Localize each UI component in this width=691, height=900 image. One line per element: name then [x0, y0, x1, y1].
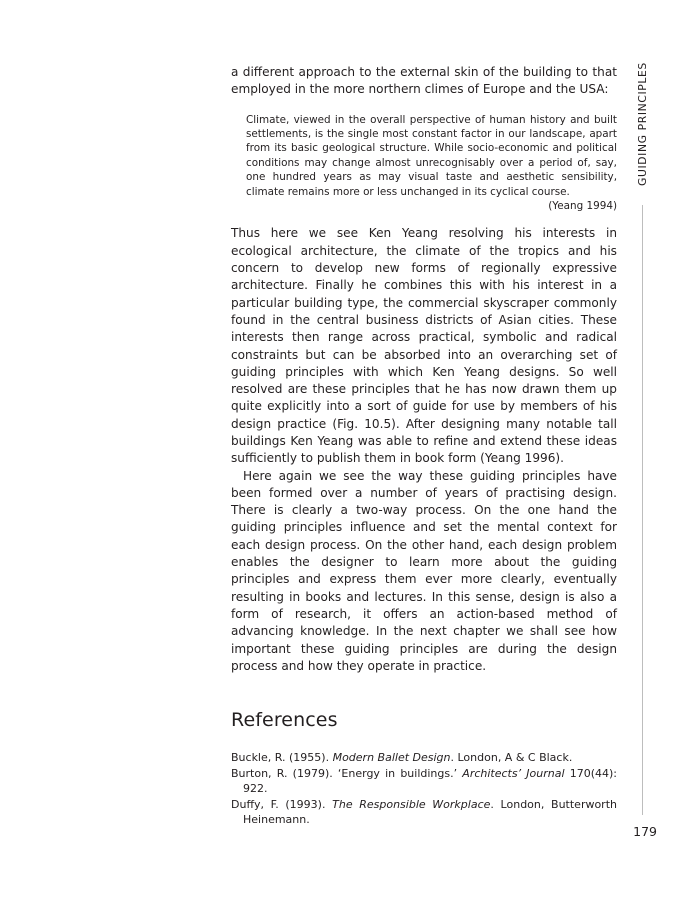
reference-title: Architects’ Journal: [462, 766, 565, 780]
body-paragraph: Thus here we see Ken Yeang resolving his interests in ecological architecture, the climate of the tropics and his concern to develop new forms of regionally expressive architecture. Finally he combines this with his interest in a particular building type, the commercial skyscraper commonly found in the central business districts of Asian cities. These interests then range across practical, symbolic and radical constraints but can be absorbed into an overarching set of guiding principles with which Ken Yeang designs. So well resolved are these principles that he has now drawn them up quite explicitly into a sort of guide for use by members of his design practice (Fig. 10.5). After designing many notable tall buildings Ken Yeang was able to refine and extend these ideas sufficiently to publish them in book form (Yeang 1996).: [231, 226, 617, 466]
reference-item: [231, 750, 617, 766]
reference-author: Duffy, F. (1993).: [231, 797, 333, 811]
body-paragraph: Here again we see the way these guiding principles have been formed over a number of years of practising design. There is clearly a two-way process. On the one hand the guiding principles influence and set the mental context for each design process. On the other hand, each design problem enables the designer to learn more about the guiding principles and express them ever more clearly, eventually resulting in books and lectures. In this sense, design is also a form of research, it offers an action-based method of advancing knowledge. In the next chapter we shall see how important these guiding principles are during the design process and how they operate in practice.: [231, 468, 617, 673]
reference-list: [231, 750, 617, 828]
reference-title: The Responsible Workplace: [332, 797, 491, 811]
references-heading: References: [231, 709, 338, 731]
reference-item: [231, 797, 617, 828]
intro-paragraph: a different approach to the external skin of the building to that employed in the more northern climes of Europe and the USA:: [231, 65, 617, 97]
reference-author: Buckle, R. (1955).: [231, 751, 333, 764]
reference-author: Burton, R. (1979). ‘Energy in buildings.’: [231, 766, 463, 780]
quote-citation: (Yeang 1994): [548, 200, 617, 213]
page-number: 179: [633, 824, 657, 839]
running-head: GUIDING PRINCIPLES: [636, 62, 649, 186]
block-quote: [246, 113, 617, 214]
margin-rule: [642, 205, 643, 815]
text-column: [231, 64, 617, 675]
reference-title: Modern Ballet Design: [332, 751, 451, 764]
reference-publisher: . London, A & C Black.: [450, 751, 573, 764]
quote-text: Climate, viewed in the overall perspective of human history and built settlements, is the single most constant factor in our landscape, apart from its basic geological structure. While socio-economic and political conditions may change almost unrecognisably over a period of, say, one hundred years as may visual taste and aesthetic sensibility, climate remains more or less unchanged in its cyclical course.: [246, 113, 617, 198]
reference-volume: 170: [564, 766, 591, 780]
reference-item: [231, 766, 617, 797]
reference-publisher: (44): 922.: [243, 766, 617, 796]
reference-publisher: . London, Butterworth Heinemann.: [243, 797, 617, 827]
